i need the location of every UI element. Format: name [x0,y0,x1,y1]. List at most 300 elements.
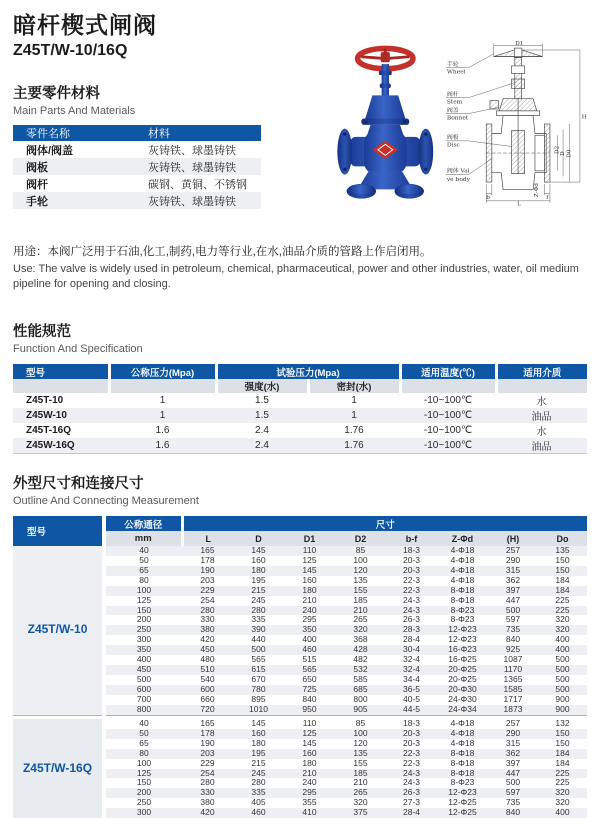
cell: 895 [251,694,266,704]
cell: 800 [104,705,182,715]
cell: 1873 [488,705,538,715]
cell: 397 [488,586,538,596]
cell: 145 [251,719,266,729]
cell: 24-3 [386,769,437,779]
cell: 585 [353,674,368,684]
cell: 460 [233,808,284,818]
cell: 20-Φ25 [437,665,488,675]
cell: 295 [284,788,335,798]
materials-title-cn: 主要零件材料 [13,86,100,103]
outline-header-row1 [13,516,587,531]
cell: 440 [251,635,266,645]
cell: 184 [538,586,587,596]
cell: 1.6 [155,425,170,437]
cell: 120 [335,566,386,576]
cell: 615 [233,665,284,675]
cell: 手轮 [13,192,135,209]
cell: 160 [251,556,266,566]
cell: 500 [233,645,284,655]
cell: 150 [538,729,587,739]
cell: 8-Φ23 [437,606,488,616]
cell: 460 [284,645,335,655]
cell: Z45T-16Q [26,425,72,437]
cell: 155 [335,586,386,596]
cell: 184 [538,749,587,759]
cell: 1.76 [308,438,400,454]
dim-d: D [559,151,566,156]
spec-col-test: 试验压力(Mpa) [216,364,400,379]
usage-text-en-line1: Use: The valve is widely used in petroleum, chemical, pharmaceutical, power and other industries, water, oil medium [13,263,579,276]
table-row [13,175,261,192]
cell: 368 [353,635,368,645]
cell: 380 [200,798,215,808]
cell: Z45W-10 [13,408,109,423]
cell: 905 [335,705,386,715]
cell: 1170 [488,665,538,675]
dim-b: b [485,194,490,201]
cell: 280 [182,606,233,616]
cell: 1 [109,408,216,423]
cell: 22-3 [402,575,420,585]
cell: 203 [200,575,215,585]
cell: 150 [555,556,570,566]
cell: 254 [200,595,215,605]
cell: 362 [488,749,538,759]
cell: 24-Φ30 [448,694,477,704]
cell: 27-3 [402,798,420,808]
cell: 257 [505,719,521,729]
cell: -10~100℃ [400,438,496,454]
cell: 12-Φ23 [437,625,488,635]
cell: 26-3 [386,788,437,798]
cell: 85 [355,719,366,729]
spec-col-nominal: 公称压力(Mpa) [109,364,216,379]
cell: 225 [555,778,570,788]
cell: 650 [302,674,317,684]
cell: 4-Φ18 [450,719,475,729]
cell: 8-Φ18 [437,749,488,759]
cell: 8-Φ18 [437,769,488,779]
valve-photo [330,36,441,212]
cell: 132 [555,719,570,729]
cell: 840 [302,694,317,704]
cell: 135 [335,749,386,759]
cell: 1717 [503,694,523,704]
spec-col-temp: 适用温度(℃) [400,364,496,379]
cell: 12-Φ25 [448,798,477,808]
cell: 28-3 [386,625,437,635]
cell: Z45W-16Q [13,438,109,454]
cell: 290 [505,556,521,566]
cell: 20-3 [402,556,420,566]
cell: 254 [182,769,233,779]
cell: 600 [104,685,182,695]
cell: 400 [538,808,587,818]
cell: 400 [136,655,152,665]
cell: 257 [488,546,538,556]
size-header-cell: D1 [284,531,335,546]
cell: 24-3 [386,606,437,616]
cell: 阀杆 [26,178,48,191]
cell: 4-Φ18 [450,738,475,748]
cell: 120 [353,738,368,748]
cell: 720 [182,705,233,715]
cell: 500 [505,778,521,788]
cell: 320 [353,798,368,808]
cell: 480 [200,655,215,665]
label-disc-en: Disc [446,142,460,149]
cell: 320 [538,788,587,798]
size-header-cell: b-f [386,531,437,546]
page-title: 暗杆楔式闸阀 [13,12,157,38]
table-row [13,408,587,423]
spec-title-cn: 性能规范 [13,324,71,341]
cell: 245 [251,595,266,605]
cell: 565 [284,665,335,675]
cell: -10~100℃ [423,395,473,407]
size-header-cell: D2 [335,531,386,546]
cell: 900 [538,705,587,715]
cell: 295 [302,615,317,625]
cell: 735 [488,625,538,635]
cell: 315 [488,566,538,576]
cell: 225 [538,769,587,779]
cell: 420 [200,635,215,645]
cell: 1010 [233,705,284,715]
cell: 水 [536,427,547,439]
cell: 100 [335,729,386,739]
spec-col-medium: 适用介质 [496,364,587,379]
cell: 482 [353,655,368,665]
cell: 500 [136,674,152,684]
cell: 400 [555,635,570,645]
cell: 660 [200,694,215,704]
cell: 447 [488,769,538,779]
spec-title-en: Function And Specification [13,343,143,356]
cell: 597 [488,788,538,798]
cell: 125 [136,595,152,605]
table-row [13,438,587,454]
cell: 油品 [496,408,587,423]
cell: 1365 [503,674,523,684]
cell: 80 [104,749,182,759]
model-cell: Z45T/W-16Q [13,719,104,818]
cell: 925 [488,645,538,655]
cell: 180 [233,566,284,576]
cell: 510 [182,665,233,675]
spec-sub-seal: 密封(水) [308,379,400,393]
outline-section [13,472,587,818]
cell: 500 [538,665,587,675]
cell: 145 [233,546,284,556]
cell: 515 [302,655,317,665]
outline-title-cn: 外型尺寸和连接尺寸 [13,476,144,493]
cell: 灰铸铁、球墨铸铁 [135,192,261,209]
cell: 245 [233,769,284,779]
cell: 210 [302,595,317,605]
cell: 44-5 [386,705,437,715]
cell: 150 [136,778,152,788]
cell: 380 [182,625,233,635]
label-wheel-en: Wheel [446,69,466,76]
cell: 1 [351,395,357,407]
photo-base [347,171,424,199]
valve-drawing [445,36,587,212]
cell: 840 [505,635,521,645]
cell: 125 [284,729,335,739]
cell: 油品 [496,438,587,454]
cell: 碳钢、黄铜、不锈钢 [148,178,247,191]
cell: 145 [284,566,335,576]
cell: 565 [251,655,266,665]
dim-l: L [516,201,521,208]
cell: 330 [182,788,233,798]
cell: 447 [505,595,521,605]
cell: 20-3 [386,566,437,576]
cell: 125 [302,556,317,566]
cell: 400 [302,635,317,645]
cell: 725 [284,685,335,695]
cell: 16-Φ25 [448,655,477,665]
cell: 135 [353,575,368,585]
cell: 780 [233,685,284,695]
cell: 26-3 [402,615,420,625]
cell: 灰铸铁、球墨铸铁 [135,158,261,175]
cell: 330 [200,615,215,625]
cell: 12-Φ25 [437,808,488,818]
outline-title-en: Outline And Connecting Measurement [13,495,199,508]
cell: 450 [182,645,233,655]
usage-text-cn: 用途：本阀广泛用于石油,化工,制药,电力等行业,在水,油品介质的管路上作启闭用。 [13,246,432,259]
cell: 8-Φ18 [437,586,488,596]
cell: -10~100℃ [400,408,496,423]
cell: 225 [538,606,587,616]
cell: 135 [538,546,587,556]
cell: 165 [182,546,233,556]
cell: 20-Φ30 [437,685,488,695]
cell: 150 [555,738,570,748]
cell: 1.5 [216,408,308,423]
cell: 203 [182,749,233,759]
label-bonnet-en: Bonnet [446,115,468,122]
label-stem-cn: 阀杆 [446,91,459,98]
cell: 700 [136,694,152,704]
cell: 375 [335,808,386,818]
photo-stem-bonnet [361,64,409,125]
cell: 800 [353,694,368,704]
table-row [13,423,587,438]
cell: 32-4 [402,655,420,665]
cell: 32-4 [386,665,437,675]
label-body-line1: 阀体 Val [446,168,470,175]
size-header-cell: Do [538,531,587,546]
materials-table-body [13,141,261,209]
cell: 350 [104,645,182,655]
cell: 24-Φ34 [437,705,488,715]
cell: 160 [284,749,335,759]
cell: 225 [555,595,570,605]
cell: 400 [538,645,587,655]
cell: 50 [139,556,149,566]
cell: 300 [136,635,152,645]
cell: 670 [251,674,266,684]
cell: 65 [139,738,149,748]
dim-d2: D2 [553,145,560,154]
product-media [330,36,587,218]
cell: 320 [555,798,570,808]
cell: 250 [104,625,182,635]
cell: 900 [555,694,570,704]
cell: 1087 [503,655,523,665]
cell: 320 [538,625,587,635]
cell: 30-4 [386,645,437,655]
table-row [13,141,261,158]
cell: 阀体/阀盖 [26,144,74,157]
materials-table [13,125,261,209]
size-header-cell: L [182,531,233,546]
cell: 210 [353,778,368,788]
cell: 190 [182,566,233,576]
cell: 355 [302,798,317,808]
cell: 150 [538,566,587,576]
label-bonnet-cn: 阀盖 [446,107,459,114]
outline-table-body [13,546,587,818]
label-disc-cn: 阀板 [446,134,459,141]
outline-col-dn-unit: mm [104,531,182,546]
model-subtitle: Z45T/W-10/16Q [13,42,128,60]
cell: 215 [233,586,284,596]
cell: 420 [182,808,233,818]
cell: 840 [488,808,538,818]
cell: 20-3 [386,729,437,739]
cell: 50 [104,729,182,739]
cell: 22-3 [386,586,437,596]
table-row [13,546,587,556]
materials-header-row [13,125,261,141]
cell: 22-3 [386,749,437,759]
size-header-cell: D [233,531,284,546]
cell: 184 [555,575,570,585]
cell: 18-3 [402,719,420,729]
cell: 155 [353,758,368,768]
outline-col-size: 尺寸 [182,516,587,531]
label-wheel-cn: 手轮 [446,61,459,68]
cell: 40 [104,546,182,556]
cell: 1.76 [344,425,364,437]
cell: 8-Φ18 [450,758,475,768]
cell: 600 [182,685,233,695]
cell: 1.6 [109,438,216,454]
dim-d0: D0 [566,149,573,158]
usage-text-en-line2: pipeline for opening and closing. [13,278,171,291]
label-stem-en: Stem [446,99,462,106]
cell: 210 [335,606,386,616]
cell: 390 [233,625,284,635]
cell: 500 [555,674,570,684]
materials-title-en: Main Parts And Materials [13,105,136,118]
cell: -10~100℃ [423,425,473,437]
size-header-cell: Z-Φd [437,531,488,546]
cell: 灰铸铁、球墨铸铁 [148,144,236,157]
cell: 265 [335,788,386,798]
cell: 8-Φ18 [450,595,475,605]
cell: 22-3 [402,758,420,768]
cell: 160 [302,575,317,585]
cell: 265 [353,615,368,625]
dim-h: H [581,114,587,121]
cell: 65 [104,566,182,576]
cell: 12-Φ23 [437,788,488,798]
cell: 8-Φ23 [450,615,475,625]
cell: 215 [251,758,266,768]
cell: 4-Φ18 [450,575,475,585]
cell: 184 [555,758,570,768]
table-row [13,192,261,209]
cell: 178 [182,729,233,739]
cell: 2.4 [255,425,269,437]
cell: 532 [335,665,386,675]
cell: 16-Φ23 [437,645,488,655]
cell: 180 [302,758,317,768]
cell: 200 [104,788,182,798]
cell: 180 [284,586,335,596]
cell: 24-3 [402,778,420,788]
cell: 320 [335,625,386,635]
dim-d1: D1 [514,40,523,47]
cell: 40 [139,719,149,729]
outline-table [13,516,587,818]
cell: 315 [505,738,521,748]
cell: 405 [251,798,266,808]
cell: 85 [335,546,386,556]
label-body-line2: ve body [446,177,470,184]
cell: 4-Φ18 [437,546,488,556]
cell: 950 [284,705,335,715]
cell: 1 [159,395,166,407]
cell: 540 [200,674,215,684]
spec-section [13,320,587,454]
cell: 335 [251,615,266,625]
cell: 36-5 [386,685,437,695]
cell: 500 [555,655,570,665]
cell: 150 [104,606,182,616]
cell: 165 [200,719,215,729]
cell: 685 [335,685,386,695]
cell: 280 [251,778,266,788]
cell: 178 [200,556,215,566]
cell: 300 [104,808,182,818]
cell: 24-3 [402,595,420,605]
outline-col-dn: 公称通径 [104,516,182,531]
cell: 20-Φ25 [448,674,477,684]
cell: 4-Φ18 [437,566,488,576]
table-row [13,158,261,175]
cell: 100 [353,556,368,566]
cell: 350 [284,625,335,635]
cell: 1.5 [255,395,269,407]
cell: 735 [505,798,521,808]
cell: 110 [284,546,335,556]
table-row [13,393,587,408]
cell: 145 [302,738,317,748]
cell: 229 [182,586,233,596]
spec-table [13,364,587,454]
size-header-cell: (H) [488,531,538,546]
cell: 100 [104,586,182,596]
cell: 1585 [488,685,538,695]
spec-table-body [13,393,587,454]
cell: 4-Φ18 [437,729,488,739]
